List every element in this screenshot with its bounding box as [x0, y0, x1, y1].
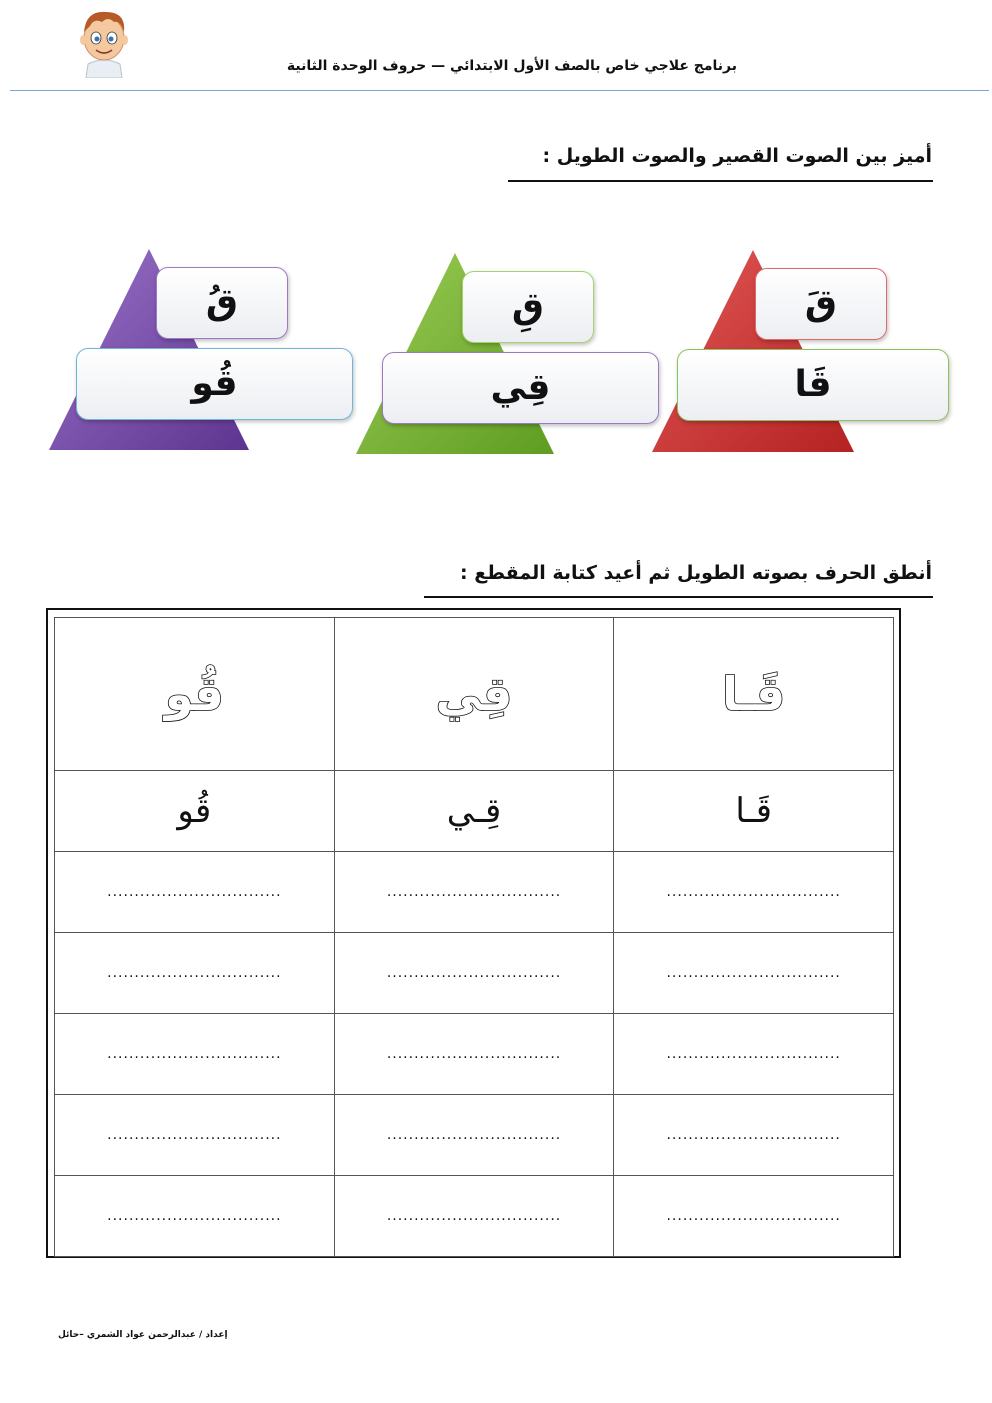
short-vowel-box: قَ [755, 268, 887, 340]
writing-blank[interactable]: ................................ [334, 1095, 614, 1176]
practice-table [54, 617, 894, 1257]
model-syllable: قَـا [614, 771, 894, 852]
model-syllable: قُو [55, 771, 335, 852]
short-vowel-box: قِ [462, 271, 594, 343]
writing-blank[interactable]: ................................ [334, 933, 614, 1014]
table-row [55, 1176, 894, 1257]
writing-blank[interactable]: ................................ [614, 933, 894, 1014]
table-row [55, 1095, 894, 1176]
section1-heading: أميز بين الصوت القصير والصوت الطويل : [542, 145, 932, 167]
boy-mascot-icon [74, 6, 134, 78]
writing-blank[interactable]: ................................ [334, 1014, 614, 1095]
outline-syllable-text: قَـا [722, 667, 786, 721]
header-title: برنامج علاجي خاص بالصف الأول الابتدائي — حروف الوحدة الثانية [286, 58, 737, 74]
writing-blank[interactable]: ................................ [334, 852, 614, 933]
long-vowel-box: قِي [382, 352, 659, 424]
writing-blank[interactable]: ................................ [614, 1095, 894, 1176]
writing-blank[interactable]: ................................ [55, 1014, 335, 1095]
author-credit: إعداد / عبدالرحمن عواد الشمري –حائل [58, 1330, 228, 1340]
outline-syllable [614, 618, 894, 771]
table-row [55, 618, 894, 771]
outline-syllable-text: قُو [164, 667, 224, 721]
table-row [55, 852, 894, 933]
outline-syllable [334, 618, 614, 771]
section2-underline [424, 596, 933, 598]
table-row [55, 771, 894, 852]
model-syllable: قِـي [334, 771, 614, 852]
section1-underline [508, 180, 933, 182]
outline-syllable [55, 618, 335, 771]
header-divider [10, 90, 989, 91]
writing-blank[interactable]: ................................ [614, 1176, 894, 1257]
writing-blank[interactable]: ................................ [55, 1095, 335, 1176]
short-vowel-box: قُ [156, 267, 288, 339]
long-vowel-box: قَا [677, 349, 949, 421]
writing-blank[interactable]: ................................ [55, 933, 335, 1014]
writing-blank[interactable]: ................................ [55, 852, 335, 933]
writing-blank[interactable]: ................................ [614, 852, 894, 933]
writing-blank[interactable]: ................................ [55, 1176, 335, 1257]
long-vowel-box: قُو [76, 348, 353, 420]
writing-blank[interactable]: ................................ [614, 1014, 894, 1095]
table-row [55, 1014, 894, 1095]
section2-heading: أنطق الحرف بصوته الطويل ثم أعيد كتابة المقطع : [459, 562, 932, 584]
writing-blank[interactable]: ................................ [334, 1176, 614, 1257]
table-row [55, 933, 894, 1014]
outline-syllable-text: قِي [435, 667, 513, 721]
